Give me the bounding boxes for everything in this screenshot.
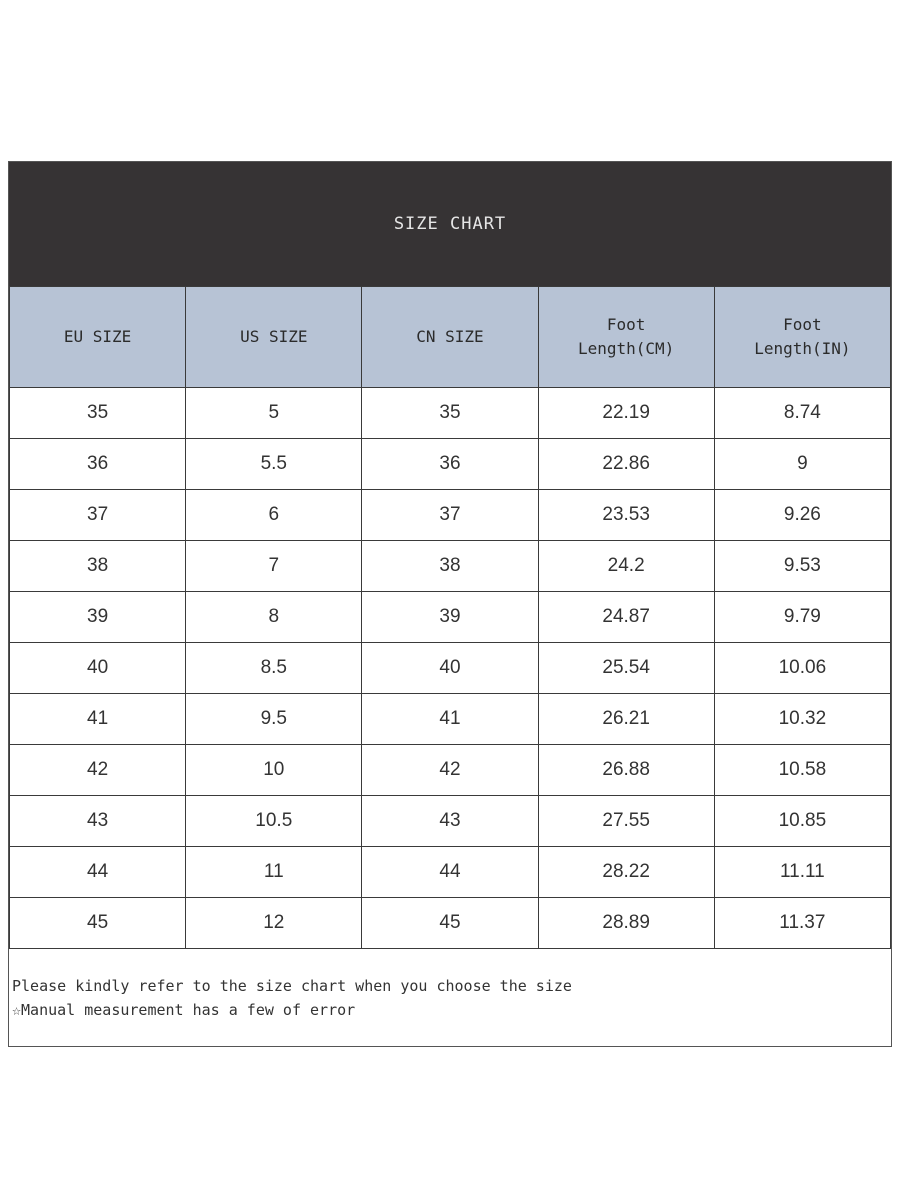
cell-us-size: 10.5: [186, 796, 362, 847]
cell-eu-size: 41: [10, 694, 186, 745]
header-cn-size: [362, 287, 538, 388]
cell-cn-size: 40: [362, 643, 538, 694]
cell-cn-size: 36: [362, 439, 538, 490]
table-row: [10, 643, 891, 694]
cell-foot-length-cm: 24.87: [538, 592, 714, 643]
table-row: [10, 745, 891, 796]
header-eu-size-label: EU SIZE: [63, 327, 132, 346]
header-us-size-label: US SIZE: [240, 327, 308, 346]
cell-foot-length-in: 10.06: [714, 643, 890, 694]
header-row: [10, 287, 891, 388]
cell-eu-size: 45: [10, 898, 186, 949]
cell-eu-size: 43: [10, 796, 186, 847]
cell-foot-length-in: 9.53: [714, 541, 890, 592]
cell-us-size: 9.5: [186, 694, 362, 745]
table-row: [10, 796, 891, 847]
cell-cn-size: 45: [362, 898, 538, 949]
cell-foot-length-cm: 26.88: [538, 745, 714, 796]
cell-foot-length-in: 8.74: [714, 388, 890, 439]
header-foot-length-in-line1: Foot: [783, 315, 822, 334]
table-row: [10, 490, 891, 541]
cell-foot-length-in: 11.37: [714, 898, 890, 949]
cell-foot-length-in: 10.32: [714, 694, 890, 745]
cell-us-size: 6: [186, 490, 362, 541]
cell-foot-length-in: 9: [714, 439, 890, 490]
cell-foot-length-cm: 22.86: [538, 439, 714, 490]
cell-cn-size: 35: [362, 388, 538, 439]
header-foot-length-cm-line2: Length(CM): [577, 339, 675, 358]
chart-title: SIZE CHART: [9, 162, 891, 286]
cell-eu-size: 35: [10, 388, 186, 439]
cell-foot-length-cm: 25.54: [538, 643, 714, 694]
cell-foot-length-in: 9.26: [714, 490, 890, 541]
header-foot-length-cm: [538, 287, 714, 388]
cell-foot-length-cm: 24.2: [538, 541, 714, 592]
cell-us-size: 10: [186, 745, 362, 796]
cell-cn-size: 42: [362, 745, 538, 796]
cell-eu-size: 36: [10, 439, 186, 490]
cell-foot-length-cm: 22.19: [538, 388, 714, 439]
cell-us-size: 12: [186, 898, 362, 949]
cell-foot-length-cm: 23.53: [538, 490, 714, 541]
table-row: [10, 388, 891, 439]
size-table: [9, 286, 891, 949]
table-row: [10, 541, 891, 592]
cell-eu-size: 40: [10, 643, 186, 694]
header-eu-size: [10, 287, 186, 388]
cell-cn-size: 39: [362, 592, 538, 643]
header-foot-length-in: [714, 287, 890, 388]
cell-eu-size: 38: [10, 541, 186, 592]
cell-cn-size: 41: [362, 694, 538, 745]
cell-us-size: 5: [186, 388, 362, 439]
cell-cn-size: 44: [362, 847, 538, 898]
cell-foot-length-in: 11.11: [714, 847, 890, 898]
table-row: [10, 592, 891, 643]
note-refer-size-chart: Please kindly refer to the size chart when you choose the size: [12, 977, 572, 995]
header-cn-size-label: CN SIZE: [416, 327, 484, 346]
cell-foot-length-in: 10.58: [714, 745, 890, 796]
cell-us-size: 8: [186, 592, 362, 643]
header-foot-length-in-line2: Length(IN): [754, 339, 851, 358]
header-us-size: [186, 287, 362, 388]
cell-cn-size: 37: [362, 490, 538, 541]
cell-eu-size: 37: [10, 490, 186, 541]
table-row: [10, 898, 891, 949]
note-manual-measurement: ☆Manual measurement has a few of error: [12, 1001, 356, 1019]
cell-foot-length-cm: 28.89: [538, 898, 714, 949]
cell-us-size: 11: [186, 847, 362, 898]
cell-foot-length-cm: 26.21: [538, 694, 714, 745]
cell-us-size: 8.5: [186, 643, 362, 694]
cell-cn-size: 43: [362, 796, 538, 847]
cell-foot-length-in: 10.85: [714, 796, 890, 847]
cell-eu-size: 44: [10, 847, 186, 898]
cell-eu-size: 42: [10, 745, 186, 796]
cell-eu-size: 39: [10, 592, 186, 643]
header-foot-length-cm-line1: Foot: [606, 315, 646, 334]
table-row: [10, 694, 891, 745]
cell-us-size: 7: [186, 541, 362, 592]
cell-cn-size: 38: [362, 541, 538, 592]
cell-us-size: 5.5: [186, 439, 362, 490]
cell-foot-length-cm: 27.55: [538, 796, 714, 847]
chart-notes: [12, 974, 572, 1022]
table-row: [10, 439, 891, 490]
size-chart: [8, 161, 892, 1047]
cell-foot-length-cm: 28.22: [538, 847, 714, 898]
table-row: [10, 847, 891, 898]
cell-foot-length-in: 9.79: [714, 592, 890, 643]
